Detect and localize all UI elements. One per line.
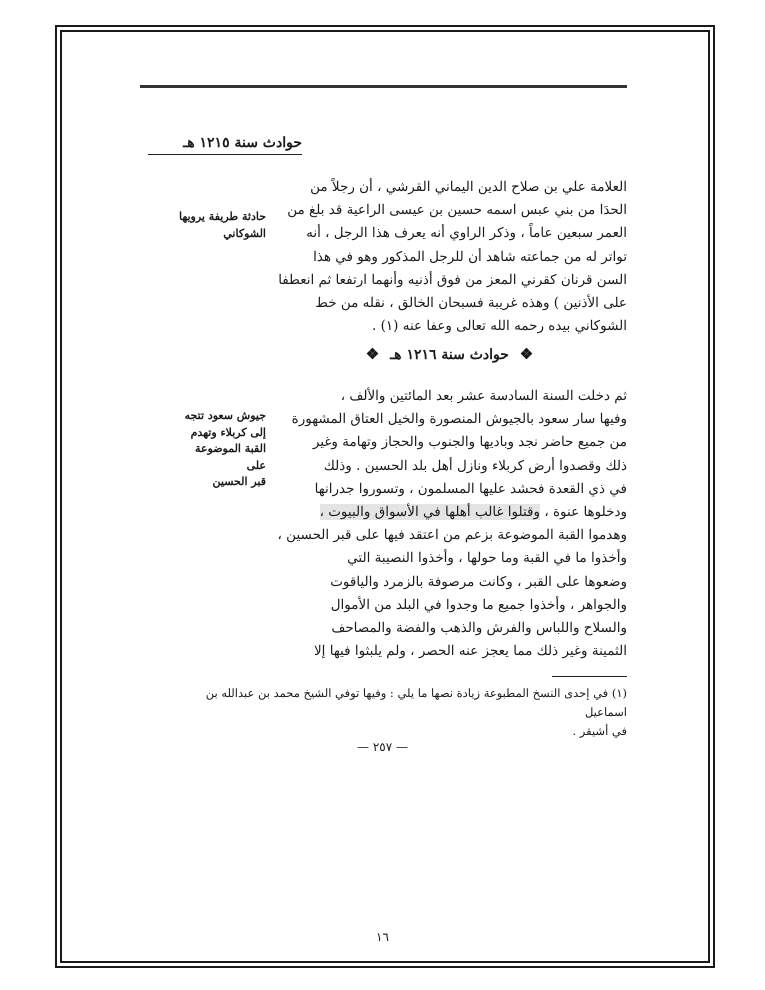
margin-note-line: جيوش سعود تتجه [184, 409, 266, 422]
footnote-rule [552, 676, 627, 677]
running-header: حوادث سنة ١٢١٥ هـ [183, 135, 302, 151]
text-line: تواتر له من جماعته شاهد أن للرجل المذكور وهو في هذا [313, 248, 627, 265]
text-line-highlighted [272, 501, 627, 524]
section-heading [272, 345, 627, 363]
margin-note-line: حادثة طريفة يرويها [179, 210, 266, 223]
text-line: الثمينة وغير ذلك مما يعجز عنه الحصر ، ولم يلبثوا فيها إلا [313, 643, 627, 660]
running-header-underline [148, 154, 302, 155]
margin-note-2 [176, 408, 266, 491]
text-line: في ذي القعدة فحشد عليها المسلمون ، وتسوروا جدرانها [314, 480, 627, 497]
text-line: والسلاح واللباس والفرش والذهب والفضة والمصاحف [331, 619, 627, 636]
paragraph-1 [272, 176, 627, 338]
plain-text: ودخلوها عنوة ، [540, 503, 627, 520]
text-line: ثم دخلت السنة السادسة عشر بعد المائتين والألف ، [340, 388, 627, 404]
section-heading-text: حوادث سنة ١٢١٦ هـ [390, 347, 509, 363]
text-line: العلامة علي بن صلاح الدين اليماني القرشي ، أن رجلاً من [310, 179, 627, 195]
text-line: على الأذنين ) وهذه غريبة فسبحان الخالق ، نقله من خط [315, 294, 627, 311]
ornament-icon: ❖ [365, 345, 380, 363]
margin-note-1 [176, 209, 266, 242]
paragraph-2 [272, 385, 627, 663]
text-line: العمر سبعين عاماً ، وذكر الراوي أنه يعرف هذا الرجل ، أنه [306, 225, 627, 242]
header-rule [140, 85, 627, 88]
margin-note-line: قبر الحسين [212, 475, 266, 488]
margin-note-line: إلى كربلاء وتهدم [190, 425, 266, 439]
text-line: وأخذوا ما في القبة وما حولها ، وأخذوا النصيبة التي [347, 550, 627, 567]
footnote-line: في أشيقر . [572, 724, 627, 738]
text-line: وضعوها على القبر ، وكانت مرصوفة بالزمرد والياقوت [330, 573, 627, 590]
footnote-line: (١) في إحدى النسخ المطبوعة زيادة نصها ما يلي : وفيها توفي الشيخ محمد بن عبدالله بن اسماعيل [205, 686, 627, 719]
text-line: من جميع حاضر نجد وباديها والجنوب والحجاز وتهامة وغير [312, 434, 627, 451]
text-line: والجواهر ، وأخذوا جميع ما وجدوا في البلد من الأموال [330, 596, 627, 613]
scan-page-number: ١٦ [376, 930, 389, 944]
margin-note-line: الشوكاني [223, 226, 266, 240]
highlighted-text: وقتلوا غالب أهلها في الأسواق والبيوت ، [319, 503, 541, 520]
text-line: الحدَا من بني عبس اسمه حسين بن عيسى الراعية قد بلغ من [287, 202, 627, 219]
footnote [175, 684, 627, 741]
text-line: الشوكاني بيده رحمه الله تعالى وعفا عنه (١) . [372, 318, 627, 335]
text-line: وفيها سار سعود بالجيوش المنصورة والخيل العتاق المشهورة [291, 411, 627, 428]
text-line: السن قرنان كقرني المعز من فوق أذنيه وأنهما ارتفعا ثم انعطفا [278, 271, 627, 288]
text-line: وهدموا القبة الموضوعة بزعم من اعتقد فيها على قبر الحسين ، [277, 527, 627, 544]
text-line: ذلك وقصدوا أرض كربلاء ونازل أهل بلد الحسين . وذلك [323, 457, 627, 474]
book-page-number: — ٢٥٧ — [357, 740, 408, 754]
ornament-icon: ❖ [519, 345, 534, 363]
margin-note-line: القبة الموضوعة على [195, 442, 266, 472]
